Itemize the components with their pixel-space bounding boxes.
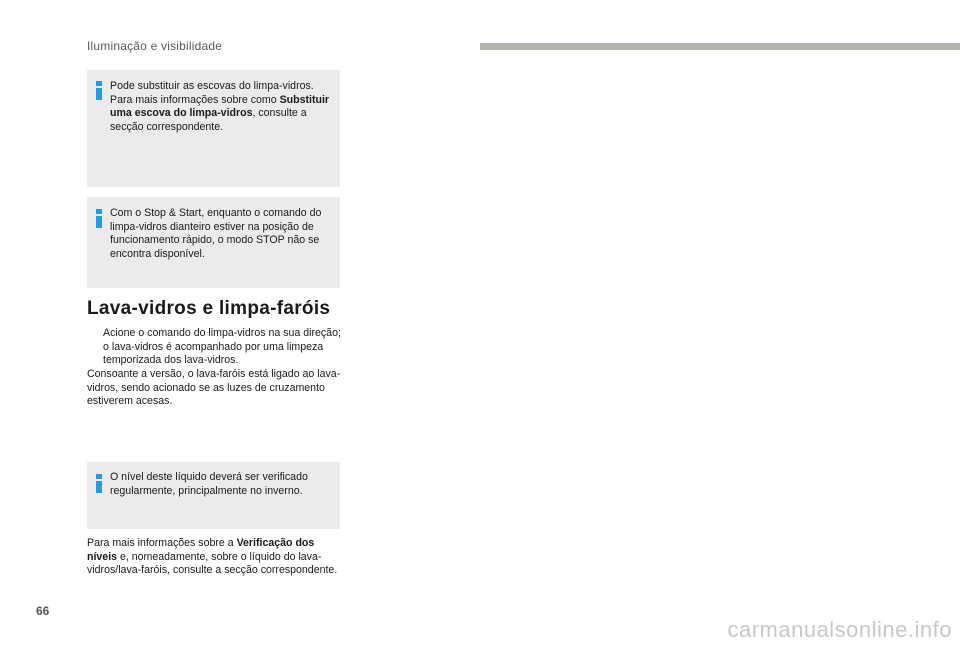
paragraph-text-part: Para mais informações sobre a bbox=[87, 537, 237, 549]
note-text-part: Pode substituir as escovas do limpa-vidros. Para mais informações sobre como bbox=[110, 80, 314, 106]
bullet-item bbox=[87, 327, 347, 368]
info-note bbox=[87, 462, 340, 529]
paragraph-text-bold: Verificação dos níveis bbox=[87, 537, 315, 563]
header-divider-bar bbox=[480, 43, 960, 50]
body-paragraph: Consoante a versão, o lava-faróis está ligado ao lava-vidros, sendo acionado se as luzes de cruzamento estiverem acesas. bbox=[87, 368, 341, 408]
section-title: Lava-vidros e limpa-faróis bbox=[87, 298, 331, 319]
paragraph-text-part: e, nomeadamente, sobre o líquido do lava-vidros/lava-faróis, consulte a secção correspondente. bbox=[87, 550, 338, 577]
bullet-text: Acione o comando do limpa-vidros na sua direção; o lava-vidros é acompanhado por uma limpeza temporizada dos lava-vidros. bbox=[103, 327, 341, 367]
page-number: 66 bbox=[36, 604, 50, 618]
watermark: carmanualsonline.info bbox=[727, 617, 952, 642]
info-note-text: O nível deste líquido deverá ser verificado regularmente, principalmente no inverno. bbox=[110, 471, 308, 497]
info-note-text bbox=[110, 80, 332, 134]
note-text-part: , consulte a secção correspondente. bbox=[110, 107, 307, 133]
note-text-bold: Substituir uma escova do limpa-vidros bbox=[110, 93, 330, 120]
reference-paragraph bbox=[87, 537, 347, 578]
info-note-text: Com o Stop & Start, enquanto o comando do limpa-vidros dianteiro estiver na posição de funcionamento rápido, o modo STOP não se encontra disponível. bbox=[110, 207, 322, 260]
info-note bbox=[87, 197, 340, 288]
info-note bbox=[87, 70, 340, 187]
section-header-title: Iluminação e visibilidade bbox=[87, 39, 223, 53]
